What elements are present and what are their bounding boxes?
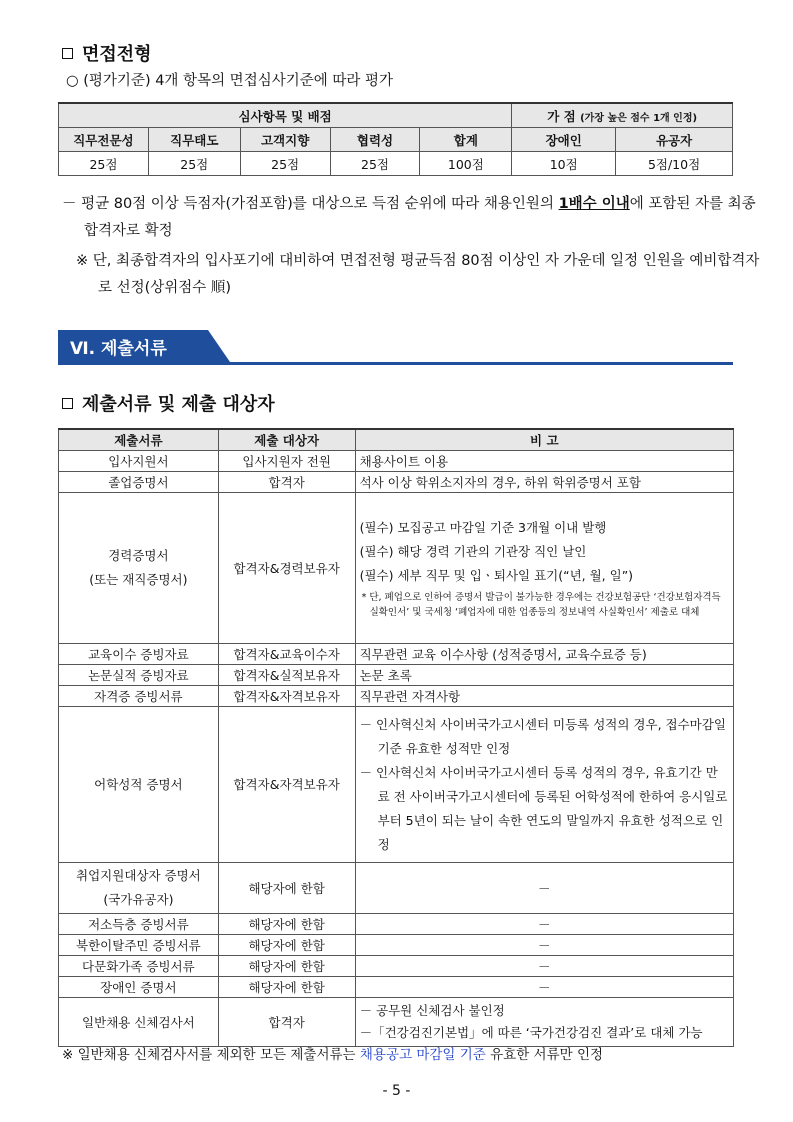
section-banner: [58, 330, 733, 366]
doc-cell: 다문화가족 증빙서류: [59, 956, 219, 977]
column-header: 고객지향: [240, 128, 330, 152]
criteria-text: ○ (평가기준) 4개 항목의 면접심사기준에 따라 평가: [66, 73, 393, 89]
score-cell: 10점: [512, 152, 616, 176]
remark-cell: 직무관련 자격사항: [355, 686, 733, 707]
target-cell: 합격자: [218, 472, 355, 493]
remark-cell: －: [355, 935, 733, 956]
remark-cell: (필수) 모집공고 마감일 기준 3개월 이내 발행 (필수) 해당 경력 기관의 기관장 직인 날인 (필수) 세부 직무 및 입ㆍ퇴사일 표기(“년, 월, 일”) * 단, 폐업으로 인하여 증명서 발급이 불가능한 경우에는 건강보험공단 ‘건강보험자격득실확인서’ 및 국세청 ‘폐업자에 대한 업종등의 정보내역 사실확인서’ 제출로 대체: [355, 493, 733, 644]
score-cell: 25점: [240, 152, 330, 176]
score-cell: 5점/10점: [616, 152, 733, 176]
score-cell: 100점: [420, 152, 512, 176]
doc-cell: 졸업증명서: [59, 472, 219, 493]
remark-cell: － 공무원 신체검사 불인정 －「건강검진기본법」에 따른 ‘국가건강검진 결과’로 대체 가능: [355, 998, 733, 1047]
documents-footnote: ※ 일반채용 신체검사서를 제외한 모든 제출서류는 채용공고 마감일 기준 유효한 서류만 인정: [62, 1047, 604, 1063]
column-header: 비 고: [355, 429, 733, 451]
column-header: 직무전문성: [59, 128, 149, 152]
checkbox-square-icon: [62, 398, 73, 409]
remark-cell: －: [355, 863, 733, 914]
column-header: 직무태도: [148, 128, 240, 152]
documents-table: [58, 428, 734, 1047]
table-row: [59, 935, 734, 956]
remark-cell: 채용사이트 이용: [355, 451, 733, 472]
remark-cell: －: [355, 914, 733, 935]
doc-cell: 취업지원대상자 증명서 (국가유공자): [59, 863, 219, 914]
target-cell: 합격자&교육이수자: [218, 644, 355, 665]
table-row: [59, 644, 734, 665]
table-row: [59, 451, 734, 472]
banner-title: Ⅵ. 제출서류: [70, 339, 167, 359]
target-cell: 합격자&자격보유자: [218, 707, 355, 863]
section-heading-documents: 제출서류 및 제출 대상자: [62, 390, 275, 416]
remark-cell: 논문 초록: [355, 665, 733, 686]
final-pass-note: － 평균 80점 이상 득점자(가점포함)를 대상으로 득점 순위에 따라 채용인원의 1배수 이내에 포함된 자를 최종합격자로 확정: [62, 196, 756, 239]
reserve-pass-note: ※ 단, 최종합격자의 입사포기에 대비하여 면접전형 평균득점 80점 이상인 자 가운데 일정 인원을 예비합격자로 선정(상위점수 順): [76, 253, 760, 296]
doc-cell: 장애인 증명서: [59, 977, 219, 998]
table-row: [59, 914, 734, 935]
target-cell: 입사지원자 전원: [218, 451, 355, 472]
column-header: 장애인: [512, 128, 616, 152]
doc-cell: 일반채용 신체검사서: [59, 998, 219, 1047]
remark-cell: －: [355, 977, 733, 998]
score-values-row: [59, 152, 733, 176]
table-row: [59, 863, 734, 914]
score-table: [58, 102, 733, 176]
score-cell: 25점: [330, 152, 420, 176]
table-row: [59, 686, 734, 707]
score-group-header: 심사항목 및 배점: [59, 103, 512, 128]
doc-cell: 논문실적 증빙자료: [59, 665, 219, 686]
column-header: 협력성: [330, 128, 420, 152]
doc-cell: 저소득층 증빙서류: [59, 914, 219, 935]
column-header: 합계: [420, 128, 512, 152]
target-cell: 해당자에 한함: [218, 863, 355, 914]
target-cell: 해당자에 한함: [218, 914, 355, 935]
remark-cell: 직무관련 교육 이수사항 (성적증명서, 교육수료증 등): [355, 644, 733, 665]
doc-cell: 입사지원서: [59, 451, 219, 472]
column-header: 제출 대상자: [218, 429, 355, 451]
checkbox-square-icon: [62, 48, 73, 59]
target-cell: 해당자에 한함: [218, 956, 355, 977]
page-number: - 5 -: [382, 1083, 411, 1099]
section-heading-interview: 면접전형: [62, 40, 152, 66]
doc-cell: 자격증 증빙서류: [59, 686, 219, 707]
table-row: [59, 493, 734, 644]
doc-cell: 북한이탈주민 증빙서류: [59, 935, 219, 956]
target-cell: 합격자&실적보유자: [218, 665, 355, 686]
score-cell: 25점: [148, 152, 240, 176]
remark-cell: －: [355, 956, 733, 977]
column-header: 제출서류: [59, 429, 219, 451]
table-row: [59, 472, 734, 493]
score-columns-row: [59, 128, 733, 152]
remark-cell: 석사 이상 학위소지자의 경우, 하위 학위증명서 포함: [355, 472, 733, 493]
bonus-header: 가 점 (가장 높은 점수 1개 인정): [512, 103, 733, 128]
target-cell: 해당자에 한함: [218, 977, 355, 998]
table-row: [59, 998, 734, 1047]
table-header-row: [59, 429, 734, 451]
table-row: [59, 707, 734, 863]
table-row: [59, 956, 734, 977]
remark-cell: － 인사혁신처 사이버국가고시센터 미등록 성적의 경우, 접수마감일 기준 유효한 성적만 인정 － 인사혁신처 사이버국가고시센터 등록 성적의 경우, 유효기간 만료 전 사이버국가고시센터에 등록된 어학성적에 한하여 응시일로부터 5년이 되는 날이 속한 연도의 말일까지 유효한 성적으로 인정: [355, 707, 733, 863]
doc-cell: 경력증명서 (또는 재직증명서): [59, 493, 219, 644]
table-row: [59, 665, 734, 686]
doc-cell: 어학성적 증명서: [59, 707, 219, 863]
doc-cell: 교육이수 증빙자료: [59, 644, 219, 665]
target-cell: 해당자에 한함: [218, 935, 355, 956]
table-row: [59, 977, 734, 998]
target-cell: 합격자&경력보유자: [218, 493, 355, 644]
column-header: 유공자: [616, 128, 733, 152]
score-cell: 25점: [59, 152, 149, 176]
target-cell: 합격자&자격보유자: [218, 686, 355, 707]
target-cell: 합격자: [218, 998, 355, 1047]
